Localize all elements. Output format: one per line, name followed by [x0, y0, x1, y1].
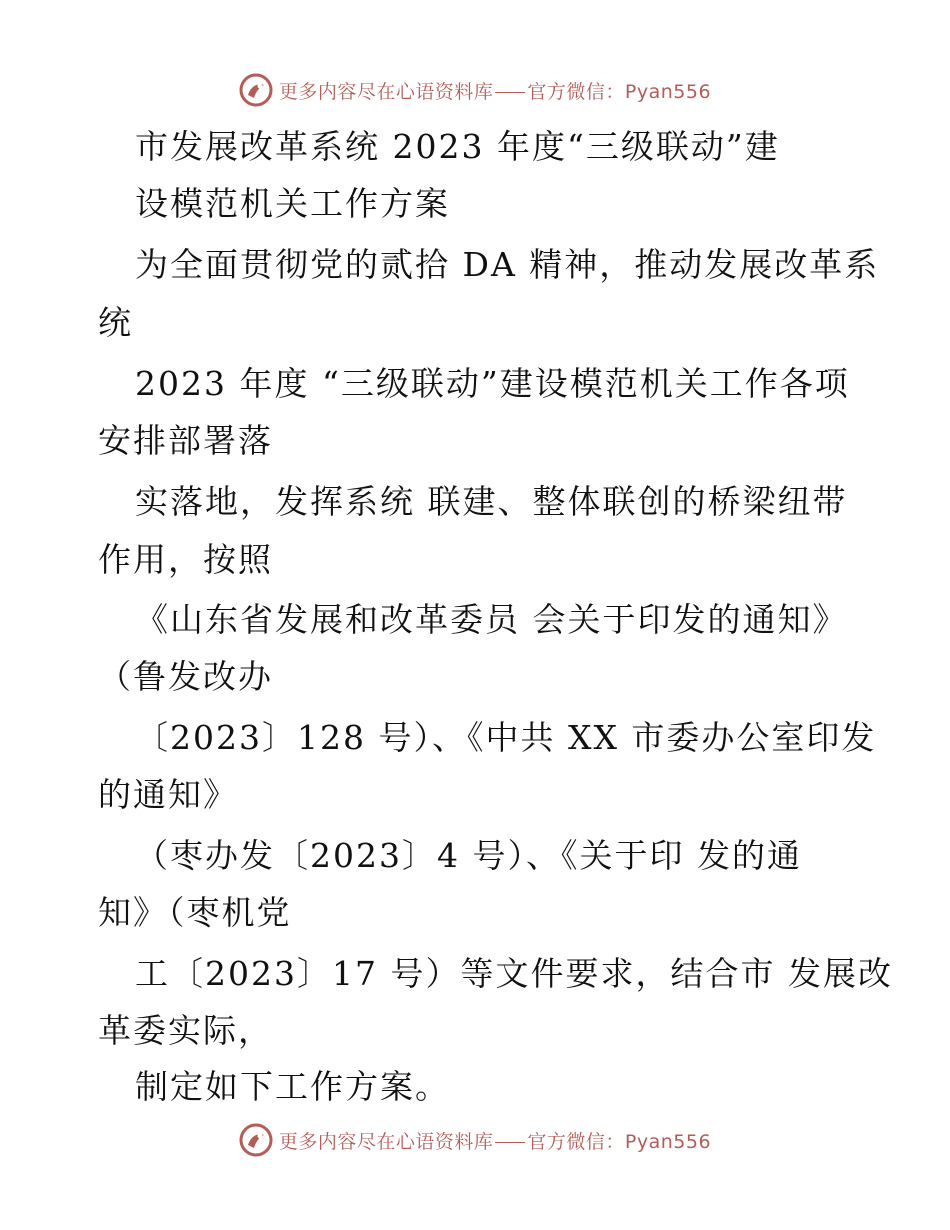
paragraph-line: 的通知》: [98, 775, 238, 814]
paragraph-line: 2023 年度 “三级联动”建设模范机关工作各项: [135, 364, 850, 403]
paragraph-line: 革委实际，: [98, 1011, 273, 1050]
watermark-text: 更多内容尽在心语资料库 官方微信：Pyan556: [278, 1130, 712, 1153]
paragraph-line: 实落地，发挥系统 联建、整体联创的桥梁纽带: [135, 482, 848, 521]
paragraph-line: 工〔2023〕17 号）等文件要求，结合市 发展改: [135, 954, 893, 993]
paragraph-line: 作用，按照: [98, 540, 273, 579]
watermark-text: 更多内容尽在心语资料库 官方微信：Pyan556: [278, 80, 712, 103]
header-watermark: [0, 70, 950, 110]
seal-logo-icon: [239, 73, 273, 107]
title-line-2: 设模范机关工作方案: [135, 184, 450, 223]
title-line-1: 市发展改革系统 2023 年度“三级联动”建: [135, 127, 780, 166]
paragraph-line: 统: [98, 303, 133, 342]
watermark-dash: [495, 92, 525, 93]
paragraph-line: 〔2023〕128 号）、《中共 XX 市委办公室印发: [135, 718, 877, 757]
seal-logo-icon: [239, 1123, 273, 1157]
paragraph-line: 安排部署落: [98, 421, 273, 460]
paragraph-line: （鲁发改办: [98, 657, 273, 696]
paragraph-line: 制定如下工作方案。: [135, 1067, 450, 1106]
footer-watermark: [0, 1120, 950, 1160]
paragraph-line: 《山东省发展和改革委员 会关于印发的通知》: [135, 600, 848, 639]
paragraph-line: （枣办发〔2023〕4 号）、《关于印 发的通: [135, 836, 802, 875]
paragraph-line: 知》（枣机党: [98, 893, 292, 932]
watermark-dash: [495, 1142, 525, 1143]
paragraph-line: 为全面贯彻党的贰拾 DA 精神，推动发展改革系: [135, 245, 880, 284]
